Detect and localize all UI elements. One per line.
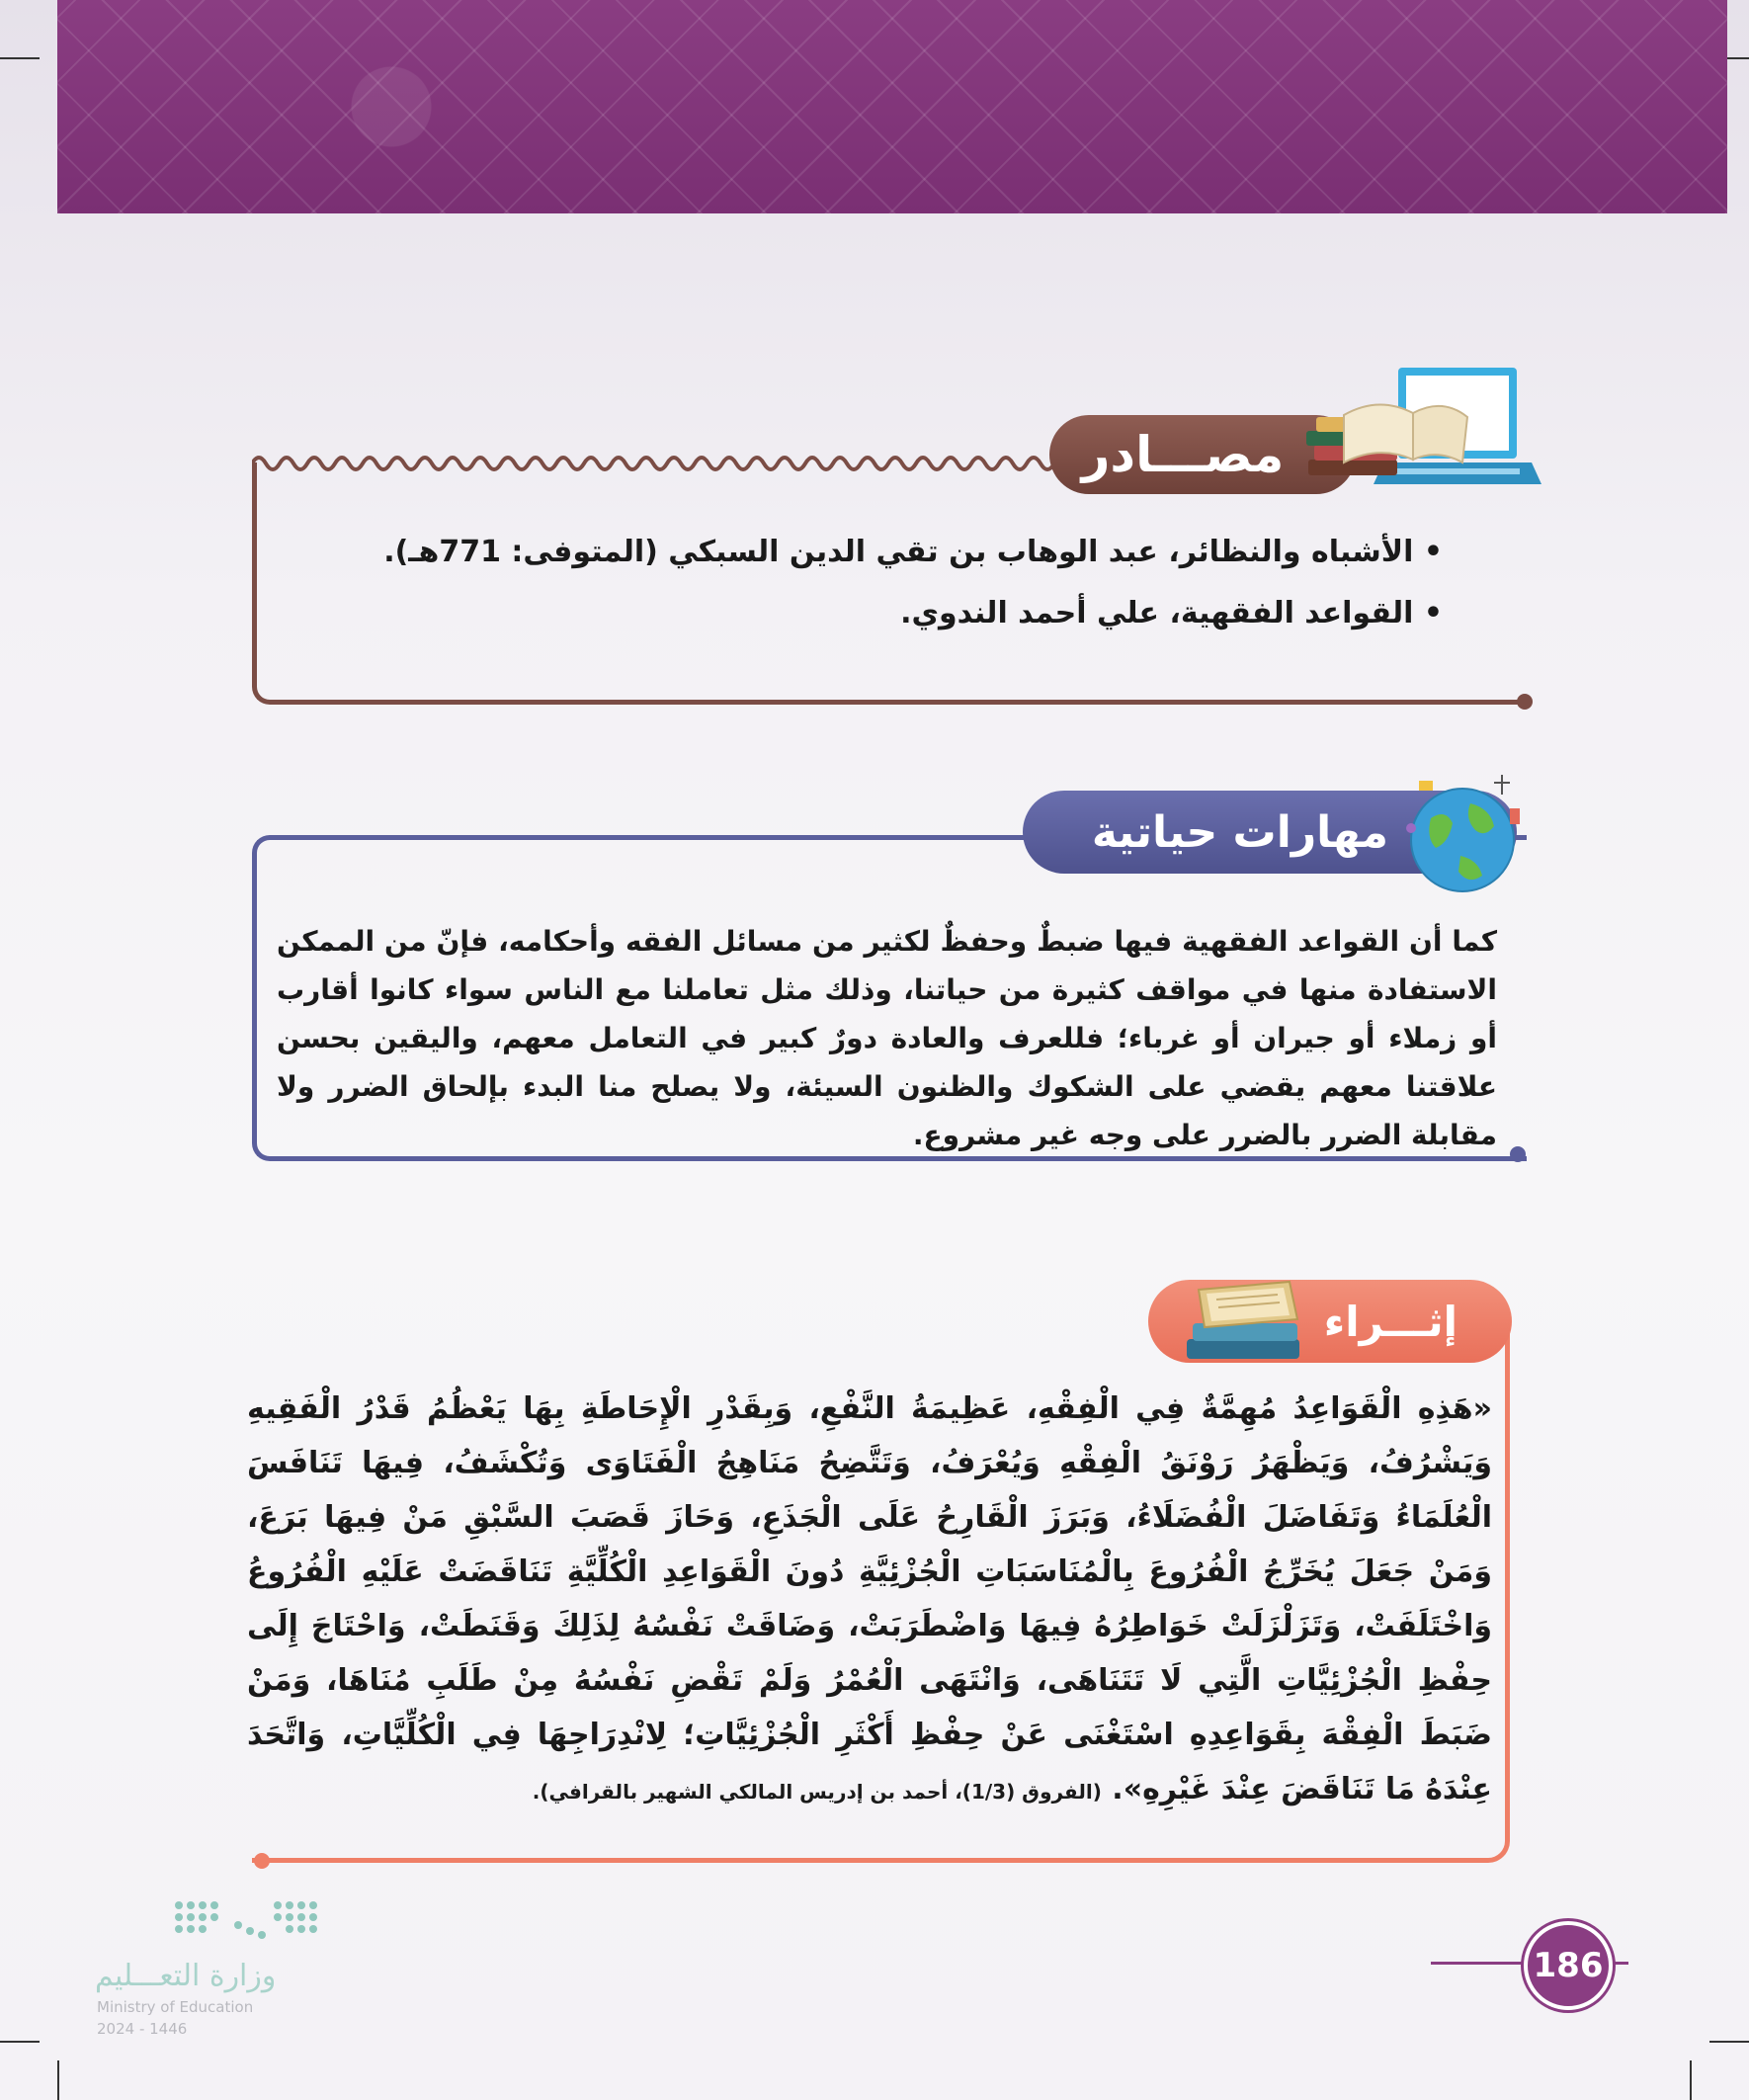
list-item: • القواعد الفقهية، علي أحمد الندوي.: [900, 596, 1443, 630]
list-item: • الأشباه والنظائر، عبد الوهاب بن تقي الدين السبكي (المتوفى: 771هـ).: [383, 535, 1443, 569]
ministry-dots-logo: [169, 1895, 327, 1955]
enrichment-citation: (الفروق (1/3)، أحمد بن إدريس المالكي الشهير بالقرافي).: [532, 1780, 1102, 1804]
page-number: 186: [1533, 1946, 1604, 1985]
sources-title: مصـــادر: [1081, 426, 1285, 483]
ministry-logo: [95, 1895, 332, 2054]
enrichment-quote: «هَذِهِ الْقَوَاعِدُ مُهِمَّةٌ فِي الْفِقْهِ، عَظِيمَةُ النَّفْعِ، وَبِقَدْرِ الْإِحَاطَةِ بِهَا يَعْظُمُ قَدْرُ الْفَقِيهِ وَيَشْرُفُ، وَيَظْهَرُ رَوْنَقُ الْفِقْهِ وَيُعْرَفُ، وَتَتَّضِحُ مَنَاهِجُ الْفَتَاوَى وَتُكْشَفُ، فِيهَا تَنَافَسَ الْعُلَمَاءُ وَتَفَاضَلَ الْفُضَلَاءُ، وَبَرَزَ الْقَارِحُ عَلَى الْجَذَعِ، وَحَازَ قَصَبَ السَّبْقِ مَنْ فِيهَا بَرَعَ، وَمَنْ جَعَلَ يُخَرِّجُ الْفُرُوعَ بِالْمُنَاسَبَاتِ الْجُزْئِيَّةِ دُونَ الْقَوَاعِدِ الْكُلِّيَّةِ تَنَاقَضَتْ عَلَيْهِ الْفُرُوعُ وَاخْتَلَفَتْ، وَتَزَلْزَلَتْ خَوَاطِرُهُ فِيهَا وَاضْطَرَبَتْ، وَضَاقَتْ نَفْسُهُ لِذَلِكَ وَقَنَطَتْ، وَاحْتَاجَ إِلَى حِفْظِ الْجُزْئِيَّاتِ الَّتِي لَا تَتَنَاهَى، وَانْتَهَى الْعُمْرُ وَلَمْ تَقْضِ نَفْسُهُ مِنْ طَلَبِ مُنَاهَا، وَمَنْ ضَبَطَ الْفِقْهَ بِقَوَاعِدِهِ اسْتَغْنَى عَنْ حِفْظِ أَكْثَرِ الْجُزْئِيَّاتِ؛ لِانْدِرَاجِهَا فِي الْكُلِّيَّاتِ، وَاتَّحَدَ عِنْدَهُ مَا تَنَاقَضَ عِنْدَ غَيْرِهِ».: [247, 1391, 1492, 1806]
enrichment-end-dot: [254, 1853, 270, 1869]
ministry-name-en: Ministry of Education: [97, 1998, 254, 2016]
life-skills-text: كما أن القواعد الفقهية فيها ضبطٌ وحفظٌ لكثير من مسائل الفقه وأحكامه، فإنّ من الممكن الاستفادة منها في مواقف كثيرة من حياتنا، وذلك مثل تعاملنا مع الناس سواء كانوا أقارب أو زملاء أو جيران أو غرباء؛ فللعرف والعادة دورٌ كبير في التعامل معهم، واليقين بحسن علاقتنا معهم يقضي على الشكوك والظنون السيئة، ولا يصلح منا البدء بإلحاق الضرر ولا مقابلة الضرر بالضرر على وجه غير مشروع.: [277, 925, 1497, 1151]
enrichment-title: إثـــراء: [1323, 1297, 1458, 1346]
ministry-name-ar: وزارة التعـــليم: [95, 1959, 277, 1993]
crop-mark: [57, 2060, 59, 2100]
life-skills-title: مهارات حياتية: [1091, 806, 1388, 858]
ministry-year: 2024 - 1446: [97, 2020, 188, 2038]
book-stack-icon: [1181, 1268, 1309, 1372]
crop-mark: [1690, 2060, 1692, 2100]
crop-mark: [0, 2041, 40, 2043]
page-number-badge: [1524, 1921, 1613, 2010]
enrichment-quote-block: [247, 1382, 1492, 1819]
crop-mark: [1709, 2041, 1749, 2043]
